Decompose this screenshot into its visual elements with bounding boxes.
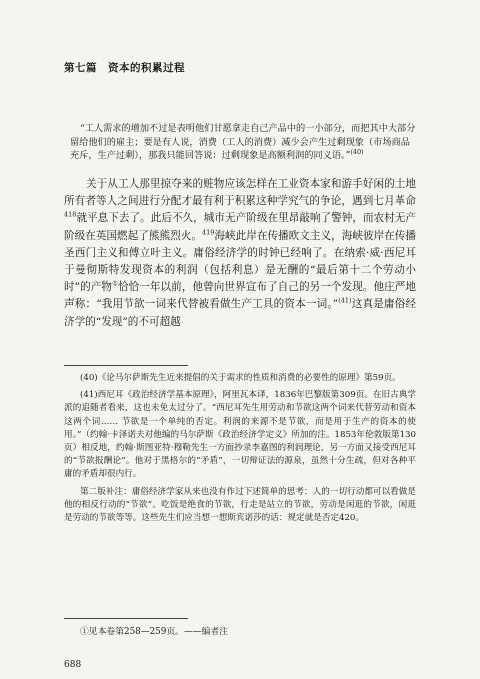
note-ref-41: (41) xyxy=(338,296,352,305)
note-41: (41)西尼耳《政治经济学基本原理》，阿里瓦本译，1836年巴黎版第309页。在旧古典学派的追随者看来，这也未免太过分了。“西尼耳先生用劳动和节欲这两个词来代替劳动和资本这两个词…… 节欲是一个单纯的否定。利润的来源不是节欲，而是用于生产的资本的使用。”（约翰·卡泽诺夫对他编的马尔萨斯《政治经济学定义》所加的注。1853年伦敦版第130页）相反地，约翰·斯图亚特·穆勒先生一方面抄录李嘉图的利润理论，另一方面又接受西尼耳的“节欲报酬论”。他对于黑格尔的“矛盾”，一切辩证法的源泉，虽然十分生疏，但对各种平庸的矛盾却很内行。 xyxy=(64,390,416,480)
notes-divider xyxy=(64,365,188,366)
note-addendum: 第二版补注：庸俗经济学家从来也没有作过下述简单的思考：人的一切行动都可以看做是他的相反行动的“节欲”。吃饭是绝食的节欲，行走是站立的节欲，劳动是闲逛的节欲，闲逛是劳动的节欲等等。这些先生们应当想一想斯宾诺莎的话：规定就是否定420。 xyxy=(64,486,416,524)
body-text-part: 恰恰一年以前，他曾向世界宣布了自己的另一个发现。他庄严地声称：“我用节欲一词来代替被看做生产工具的资本一词。” xyxy=(64,281,417,311)
body-text-part: 关于从工人那里掠夺来的赃物应该怎样在工业资本家和游手好闲的土地所有者等人之间进行分配才最有利于积累这种学究气的争论，遇到七月革命 xyxy=(64,178,416,208)
page-number: 688 xyxy=(64,660,82,670)
quote-text: “工人需求的增加不过是表明他们甘愿拿走自己产品中的一小部分，而把其中大部分留给他们的雇主；要是有人说，消费（工人的消费）减少会产生过剩现象（市场商品充斥，生产过剩），那我只能回答说：过剩现象是高额利润的同义语。” xyxy=(70,123,416,161)
footnote: ①见本卷第258—259页。——编者注 xyxy=(80,627,228,637)
body-text-part: 海峡此岸在传播欧文主义，海峡彼岸在传播圣西门主义和傅立叶主义。庸俗经济学的时钟已经响了。在纳索·威·西尼耳于曼彻斯特发现资本的利润（包括利息）是无酬的“最后第十二个劳动小时”的产物 xyxy=(64,229,416,294)
body-text-part: 这真是庸俗经济学的“发现”的不可超越 xyxy=(64,298,417,328)
endnotes xyxy=(64,372,416,529)
body-text-part: 就平息下去了。此后不久，城市无产阶级在里昂敲响了警钟，而农村无产阶级在英国燃起了熊熊烈火。 xyxy=(64,212,416,242)
note-40: (40)《论马尔萨斯先生近来提倡的关于需求的性质和消费的必要性的原理》第59页。 xyxy=(80,373,401,383)
block-quote xyxy=(70,122,416,163)
note-ref-418: 418 xyxy=(64,210,77,219)
note-ref-419: 419 xyxy=(201,228,215,237)
footnote-divider xyxy=(64,618,188,619)
footnote-ref-1: ① xyxy=(112,279,118,288)
quote-note-ref: (40) xyxy=(350,147,364,156)
body-paragraph xyxy=(64,176,416,331)
chapter-header: 第七篇 资本的积累过程 xyxy=(64,62,185,74)
